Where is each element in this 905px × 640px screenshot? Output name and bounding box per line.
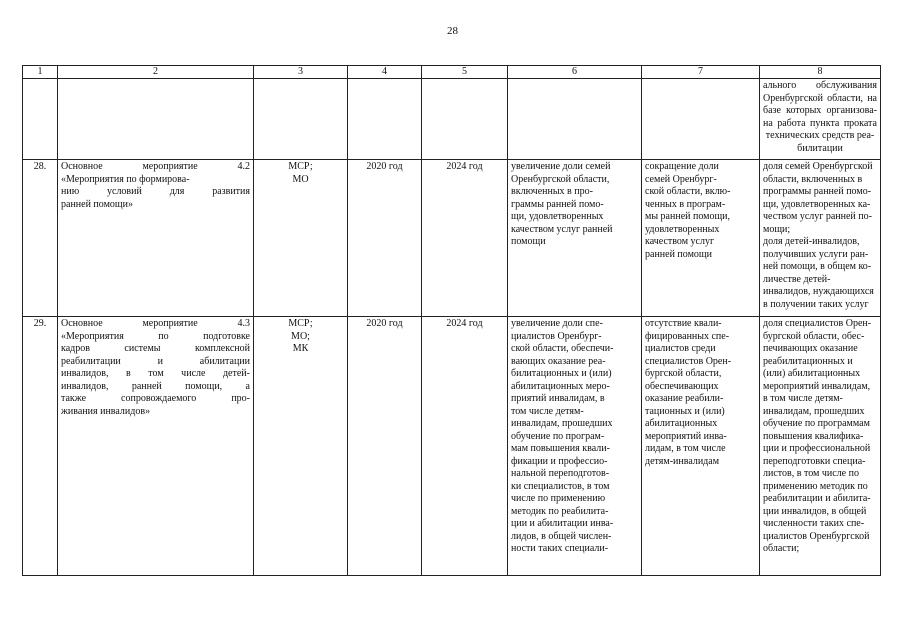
text-line: базе которых организова-	[763, 105, 877, 116]
text-line: МО;	[291, 330, 310, 342]
text-line: ранней помощи	[645, 248, 712, 260]
text-line: ченных в програм-	[645, 198, 726, 210]
cont-cell-5	[422, 79, 508, 160]
measures-table	[22, 65, 881, 576]
text-line: МСР;	[288, 318, 313, 329]
text-line: Основное мероприятие 4.2	[61, 161, 250, 172]
text-line: мероприятий инва-	[645, 430, 727, 442]
text-line: инвалидам, прошедших	[763, 405, 865, 417]
text-line: доля специалистов Орен-	[763, 318, 872, 329]
text-line: ции инвалидов, в общей	[763, 505, 867, 517]
text-line: ранней помощи»	[61, 198, 133, 210]
text-line: (или) абилитационных	[763, 368, 861, 379]
text-line: абилитационных меро-	[511, 380, 610, 392]
text-line: печивающих оказание	[763, 343, 858, 354]
continuation-row	[23, 79, 881, 160]
text-line: инвалидов, в том числе детей-	[61, 368, 250, 379]
header-col-5: 5	[422, 66, 508, 79]
text-line: абилитационных	[645, 418, 718, 429]
text-line: лидам, в том числе	[645, 443, 726, 454]
text-line: тационных и (или)	[645, 405, 725, 417]
text-line: инвалидов, нуждающихся	[763, 286, 874, 297]
cont-cell-7	[642, 79, 760, 160]
text-line: переподготовки специа-	[763, 455, 866, 467]
text-line: увеличение доли семей	[511, 161, 611, 172]
text-line: ской области, вклю-	[645, 186, 731, 197]
text-line: билитации	[797, 142, 843, 154]
cont-indicator-cell	[760, 79, 881, 160]
text-line: вающих оказание реа-	[511, 355, 606, 367]
text-line: мощи;	[763, 223, 791, 235]
text-line: качеством услуг ранней	[511, 223, 613, 235]
text-line: специалистов Орен-	[645, 355, 732, 367]
header-col-7: 7	[642, 66, 760, 79]
table-row	[23, 160, 881, 317]
text-line: помощи	[511, 236, 546, 247]
text-line: «Мероприятия по формирова-	[61, 173, 190, 185]
text-line: детям-инвалидам	[645, 455, 720, 467]
measure-cell	[58, 160, 254, 317]
text-line: щи, удовлетворенных	[511, 211, 604, 222]
text-line: реабилитационных и	[763, 355, 853, 367]
text-line: щи, удовлетворенных ка-	[763, 198, 871, 210]
header-col-1: 1	[23, 66, 58, 79]
consequences-cell	[642, 317, 760, 576]
column-number-header	[23, 66, 881, 79]
text-line: инвалидам, прошедших	[511, 418, 613, 429]
row-number: 29.	[23, 317, 58, 576]
text-line: ции и профессиональной	[763, 443, 871, 454]
expected-result-cell	[508, 160, 642, 317]
executors-cell	[254, 160, 348, 317]
text-line: том числе детям-	[511, 405, 584, 417]
text-line: сокращение доли	[645, 161, 719, 172]
end-year-cell: 2024 год	[422, 160, 508, 317]
header-col-8: 8	[760, 66, 881, 79]
text-line: ки специалистов, в том	[511, 480, 610, 492]
header-col-4: 4	[348, 66, 422, 79]
cont-cell-6	[508, 79, 642, 160]
text-line: личестве детей-	[763, 273, 831, 285]
text-line: доля детей-инвалидов,	[763, 236, 860, 247]
text-line: бургской области, обес-	[763, 330, 865, 342]
text-line: чеством услуг ранней по-	[763, 211, 872, 222]
text-line: качеством услуг	[645, 236, 715, 247]
text-line: Оренбургской области, на	[763, 92, 877, 104]
cont-cell-3	[254, 79, 348, 160]
text-line: также сопровождаемого про-	[61, 393, 250, 404]
text-line: увеличение доли спе-	[511, 318, 603, 329]
text-line: циалистов Оренбургской	[763, 530, 870, 542]
row-number: 28.	[23, 160, 58, 317]
text-line: оказание реабили-	[645, 393, 724, 404]
page-number: 28	[447, 25, 458, 37]
text-line: циалистов Оренбург-	[511, 330, 602, 342]
expected-result-cell	[508, 317, 642, 576]
text-line: фикации и профессио-	[511, 455, 608, 467]
text-line: области, включенных в	[763, 173, 863, 185]
table-row	[23, 317, 881, 576]
text-line: доля семей Оренбургской	[763, 161, 873, 172]
cont-cell-4	[348, 79, 422, 160]
text-line: методик по реабилита-	[511, 505, 609, 517]
text-line: ции и абилитации инва-	[511, 518, 614, 529]
header-col-3: 3	[254, 66, 348, 79]
text-line: реабилитации и абилитации	[61, 355, 250, 367]
text-line: в том числе детям-	[763, 393, 843, 404]
text-line: на работа пункта проката	[763, 117, 877, 129]
text-line: применению методик по	[763, 480, 868, 492]
text-line: «Мероприятия по подготовке	[61, 330, 250, 342]
text-line: инвалидов, ранней помощи, а	[61, 380, 250, 392]
text-line: реабилитации и абилита-	[763, 493, 871, 504]
text-line: обучение по програм-	[511, 430, 605, 442]
indicator-cell	[760, 160, 881, 317]
text-line: удовлетворенных	[645, 223, 720, 235]
text-line: мы ранней помощи,	[645, 211, 731, 222]
indicator-cell	[760, 317, 881, 576]
text-line: фицированных спе-	[645, 330, 730, 342]
text-line: технических средств реа-	[765, 130, 875, 141]
text-line: Основное мероприятие 4.3	[61, 318, 250, 329]
start-year-cell: 2020 год	[348, 317, 422, 576]
text-line: МО	[292, 173, 309, 185]
text-line: получивших услуги ран-	[763, 248, 869, 260]
text-line: повышения квалифика-	[763, 430, 864, 442]
text-line: листов, в том числе по	[763, 468, 859, 479]
text-line: приятий инвалидам, в	[511, 393, 605, 404]
end-year-cell: 2024 год	[422, 317, 508, 576]
text-line: семей Оренбург-	[645, 173, 717, 185]
text-line: обеспечивающих	[645, 380, 719, 392]
text-line: включенных в про-	[511, 186, 593, 197]
cont-cell-2	[58, 79, 254, 160]
text-line: граммы ранней помо-	[511, 198, 604, 210]
text-line: нальной переподготов-	[511, 468, 610, 479]
text-line: обучение по программам	[763, 418, 870, 429]
text-line: лидов, в общей числен-	[511, 530, 612, 542]
text-line: области;	[763, 543, 800, 554]
text-line: программы ранней помо-	[763, 186, 872, 197]
cont-cell-1	[23, 79, 58, 160]
text-line: живания инвалидов»	[61, 405, 151, 417]
text-line: циалистов среди	[645, 343, 716, 354]
executors-cell	[254, 317, 348, 576]
text-line: билитационных и (или)	[511, 368, 612, 379]
text-line: мероприятий инвалидам,	[763, 380, 871, 392]
text-line: численности таких спе-	[763, 518, 865, 529]
measure-cell	[58, 317, 254, 576]
text-line: ального обслуживания	[763, 80, 877, 91]
text-line: ской области, обеспечи-	[511, 343, 614, 354]
text-line: мам повышения квали-	[511, 443, 610, 454]
text-line: ности таких специали-	[511, 543, 609, 554]
text-line: отсутствие квали-	[645, 318, 722, 329]
text-line: в получении таких услуг	[763, 298, 869, 310]
text-line: МК	[292, 343, 309, 354]
text-line: Оренбургской области,	[511, 173, 610, 185]
text-line: кадров системы комплексной	[61, 343, 250, 354]
header-col-2: 2	[58, 66, 254, 79]
text-line: бургской области,	[645, 368, 722, 379]
text-line: нию условий для развития	[61, 186, 250, 197]
consequences-cell	[642, 160, 760, 317]
text-line: ней помощи, в общем ко-	[763, 261, 872, 272]
text-line: МСР;	[288, 161, 313, 172]
header-col-6: 6	[508, 66, 642, 79]
text-line: числе по применению	[511, 493, 606, 504]
start-year-cell: 2020 год	[348, 160, 422, 317]
